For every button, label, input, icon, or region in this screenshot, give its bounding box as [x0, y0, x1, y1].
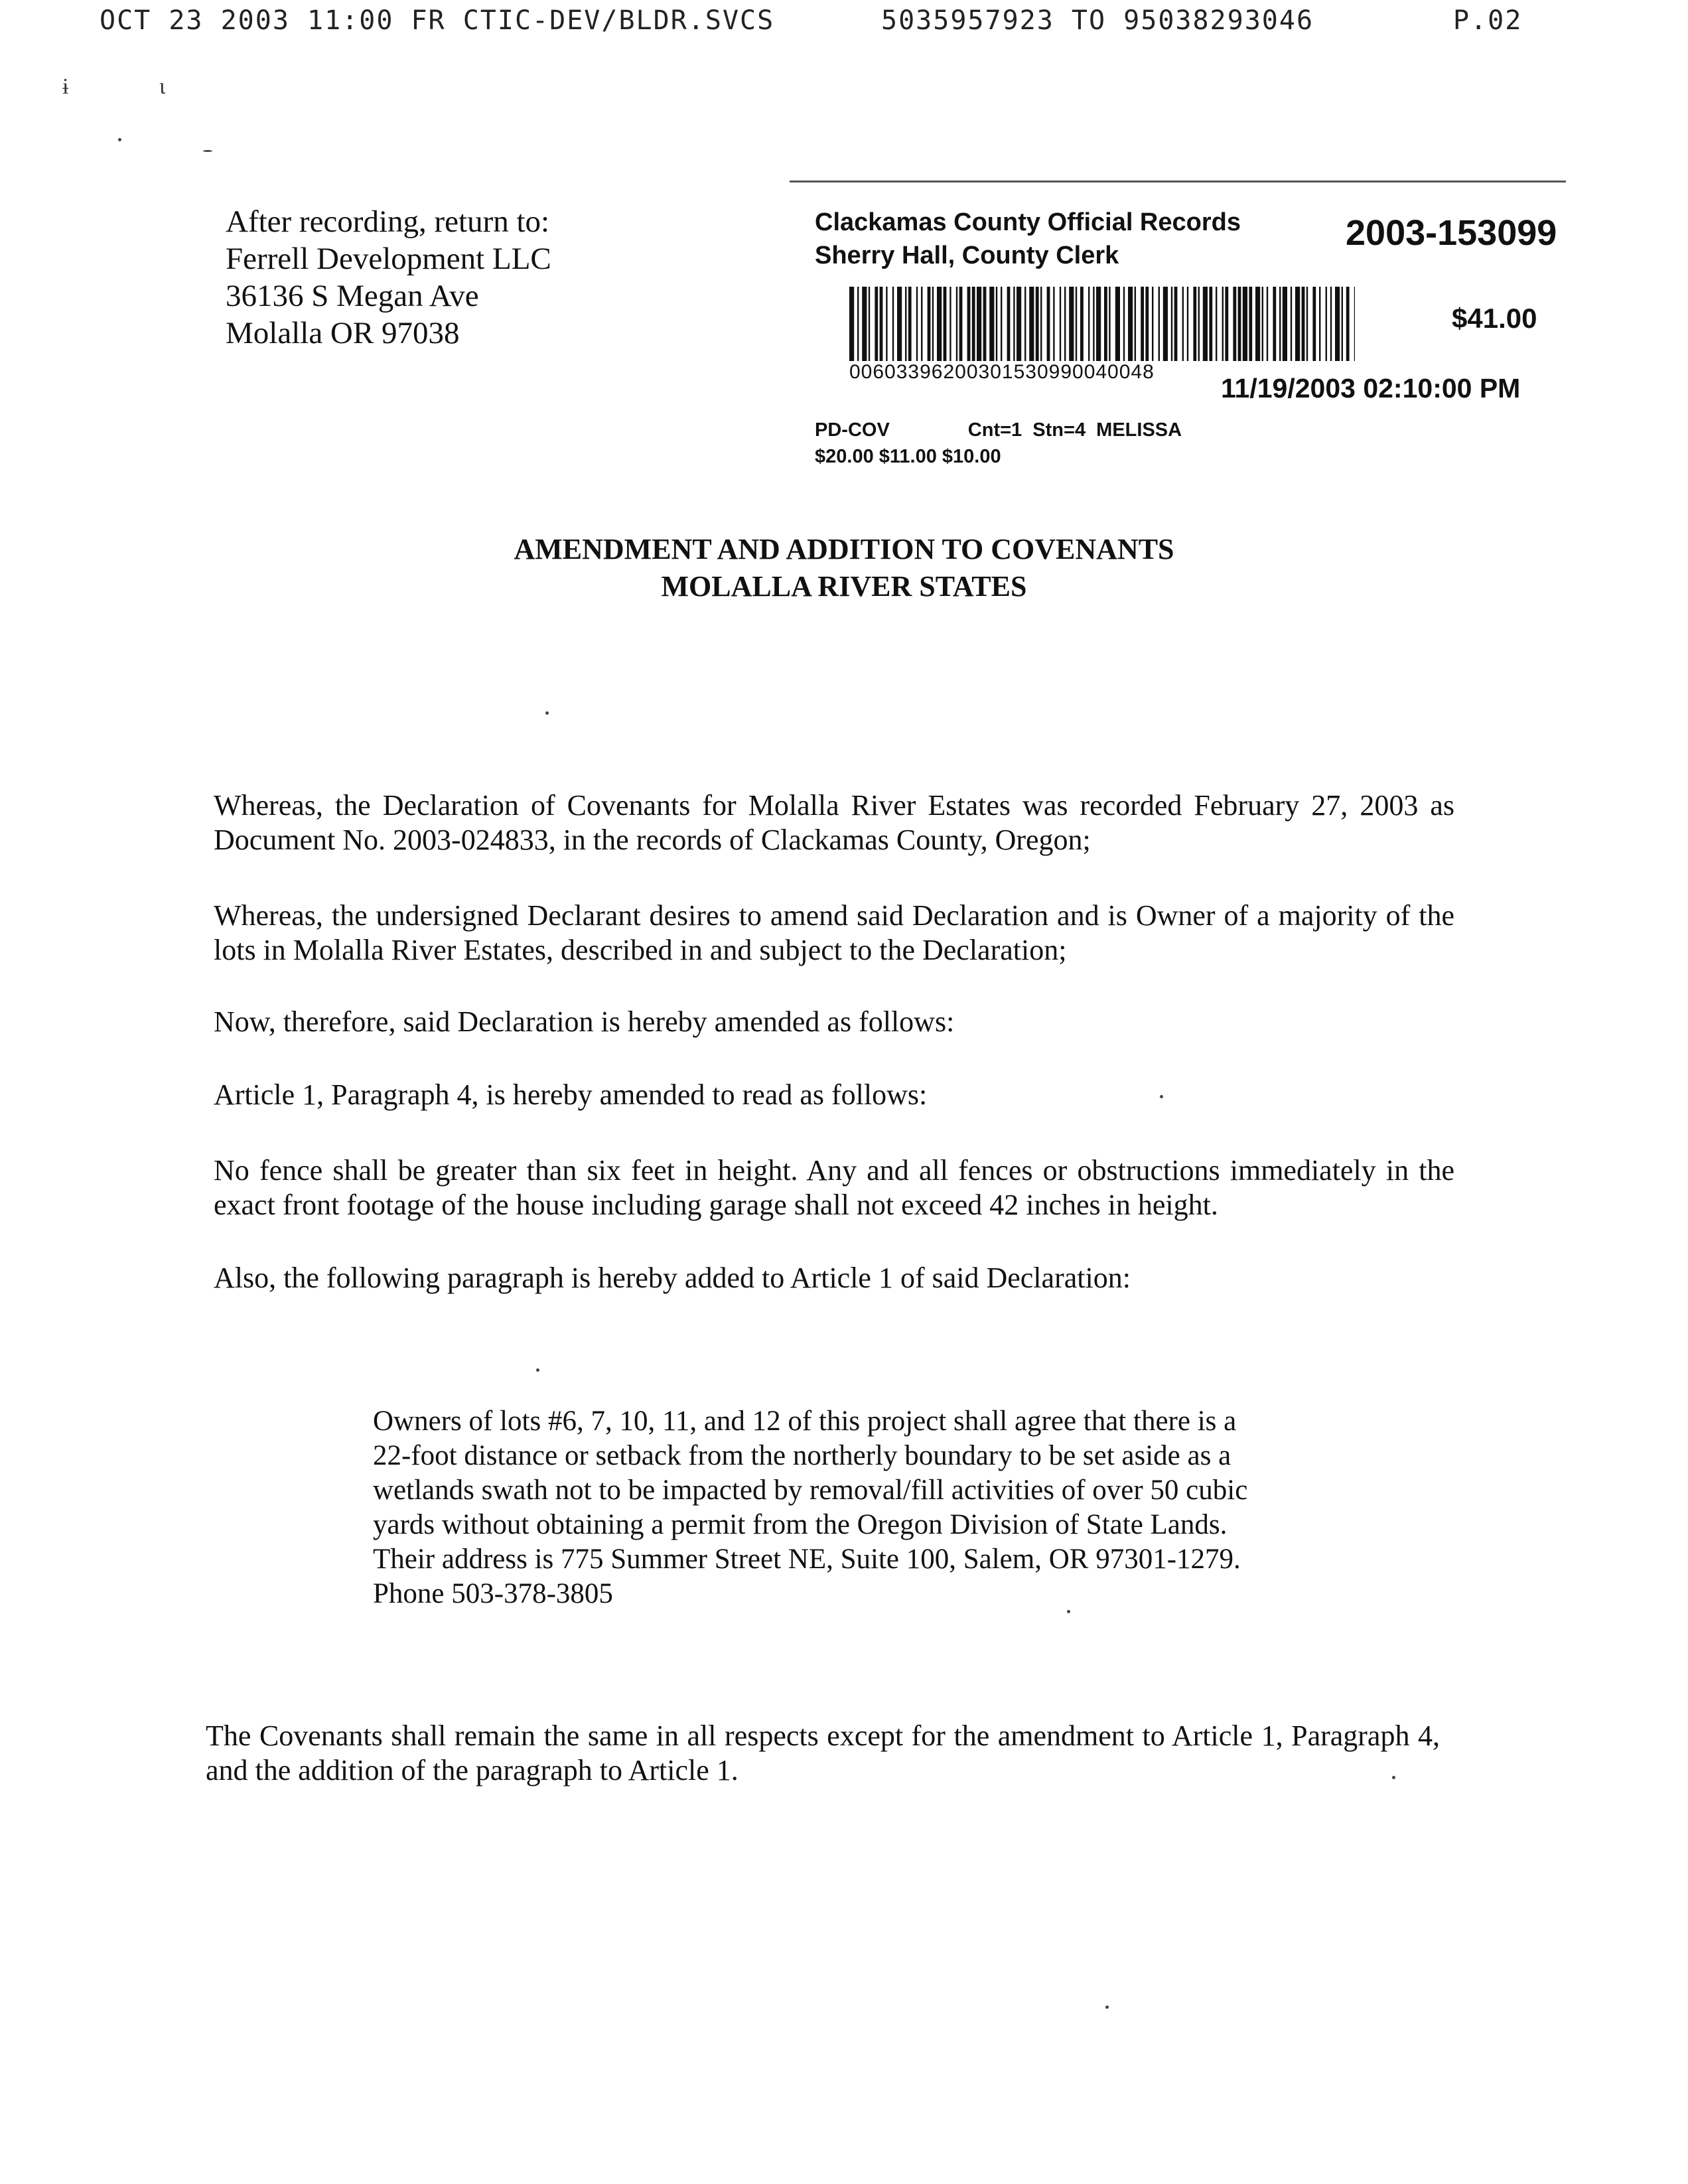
return-city: Molalla OR 97038 [226, 316, 460, 350]
barcode-bar [892, 287, 894, 361]
barcode-bar [996, 287, 997, 361]
barcode-bar [1024, 287, 1026, 361]
barcode-bar [1115, 287, 1120, 361]
scan-speck [1105, 2005, 1109, 2009]
barcode-bar [1163, 287, 1168, 361]
return-street: 36136 S Megan Ave [226, 279, 479, 313]
added-paragraph-line: Their address is 775 Summer Street NE, Suite 100, Salem, OR 97301-1279. [373, 1544, 1241, 1575]
barcode-bar [1001, 287, 1002, 361]
barcode-bar [1135, 287, 1136, 361]
barcode-bar [849, 287, 854, 361]
barcode-bar [1346, 287, 1350, 361]
barcode-bar [1354, 287, 1355, 361]
barcode-bar [1330, 287, 1332, 361]
added-paragraph-line: wetlands swath not to be impacted by removal/fill activities of over 50 cubic [373, 1475, 1248, 1506]
barcode-bar [1198, 287, 1200, 361]
type-code: PD-COV [815, 419, 890, 441]
barcode-bar [921, 287, 922, 361]
fees-breakdown: $20.00 $11.00 $10.00 [815, 446, 1001, 467]
recording-codes [815, 417, 1182, 470]
barcode-bar [1255, 287, 1260, 361]
barcode-bar [869, 287, 870, 361]
barcode-bar [1069, 287, 1074, 361]
barcode-bar [905, 287, 906, 361]
now-therefore-paragraph: Now, therefore, said Declaration is hereby amended as follows: [214, 1005, 955, 1038]
fax-header [100, 5, 1559, 127]
barcode-bar [908, 287, 912, 361]
barcode-bar [1267, 287, 1268, 361]
added-paragraph-line: Phone 503-378-3805 [373, 1578, 613, 1609]
barcode-bar [1326, 287, 1327, 361]
barcode-bar [989, 287, 994, 361]
added-paragraph-line: yards without obtaining a permit from the Oregon Division of State Lands. [373, 1509, 1228, 1540]
barcode-bar [937, 287, 942, 361]
barcode-bar [967, 287, 971, 361]
barcode-number: 00603396200301530990040048 [849, 361, 1155, 383]
barcode-bar [1222, 287, 1224, 361]
also-paragraph: Also, the following paragraph is hereby added to Article 1 of said Declaration: [214, 1262, 1131, 1294]
barcode-bar [1152, 287, 1153, 361]
barcode-bar [944, 287, 947, 361]
barcode-bar [1123, 287, 1125, 361]
barcode-bar [1013, 287, 1015, 361]
added-paragraph-line: 22-foot distance or setback from the northerly boundary to be set aside as a [373, 1440, 1231, 1471]
barcode-bar [959, 287, 963, 361]
scan-speck [1392, 1776, 1395, 1779]
closing-paragraph: The Covenants shall remain the same in all respects except for the amendment to Article 1, Paragraph 4, and the addition of the paragraph to Article 1. [206, 1719, 1440, 1786]
barcode-bar [875, 287, 878, 361]
recorded-datetime: 11/19/2003 02:10:00 PM [1221, 373, 1521, 403]
barcode-bar [1109, 287, 1110, 361]
whereas-paragraph-2: Whereas, the undersigned Declarant desires to amend said Declaration and is Owner of a majority of the lots in Molalla River Estates, described in and subject to the Declaration; [214, 899, 1454, 966]
barcode-bar [1238, 287, 1241, 361]
fax-header-page: P.02 [1453, 5, 1523, 36]
barcode-bar [886, 287, 887, 361]
barcode-bar [1036, 287, 1039, 361]
barcode-bar [1291, 287, 1292, 361]
scan-speck [203, 150, 212, 152]
document-number: 2003-153099 [1346, 213, 1557, 253]
barcode-bar [928, 287, 931, 361]
recording-office-name: Clackamas County Official Records [815, 208, 1241, 236]
barcode-bar [1040, 287, 1042, 361]
barcode-bar [1174, 287, 1178, 361]
barcode-bar [1141, 287, 1144, 361]
scan-speck [536, 1368, 539, 1372]
barcode-bar [1203, 287, 1208, 361]
barcode-bar [1249, 287, 1252, 361]
barcode-bar [1262, 287, 1263, 361]
barcode-bar [1159, 287, 1160, 361]
barcode-bar [1306, 287, 1308, 361]
count-station: Cnt=1 Stn=4 MELISSA [967, 419, 1182, 441]
barcode-bar [1295, 287, 1300, 361]
whereas-paragraph-1: Whereas, the Declaration of Covenants for Molalla River Estates was recorded February 27, 2003 as Document No. 2003-024833, in the records of Clackamas County, Oregon; [214, 789, 1454, 856]
barcode-bar [1093, 287, 1094, 361]
return-label: After recording, return to: [226, 204, 550, 239]
recording-stamp-rule [790, 181, 1566, 182]
barcode [849, 287, 1355, 361]
scan-speck [118, 138, 121, 141]
return-address-block [226, 203, 551, 352]
barcode-bar [897, 287, 902, 361]
barcode-bar [1076, 287, 1077, 361]
recording-office [815, 206, 1241, 272]
barcode-bar [1335, 287, 1340, 361]
barcode-bar [1096, 287, 1101, 361]
scan-speck [1160, 1095, 1163, 1098]
barcode-bar [1342, 287, 1343, 361]
barcode-bar [983, 287, 987, 361]
barcode-bar [857, 287, 859, 361]
article-heading: Article 1, Paragraph 4, is hereby amended to read as follows: [214, 1078, 928, 1111]
scan-speck: ɩ [159, 74, 166, 99]
barcode-bar [1104, 287, 1107, 361]
barcode-bar [1080, 287, 1084, 361]
barcode-bar [1017, 287, 1021, 361]
barcode-bar [1209, 287, 1212, 361]
barcode-bar [1171, 287, 1172, 361]
barcode-bar [916, 287, 918, 361]
barcode-bar [1302, 287, 1305, 361]
barcode-bar [1216, 287, 1217, 361]
barcode-bar [1279, 287, 1281, 361]
scan-speck [1067, 1610, 1070, 1613]
barcode-bar [1007, 287, 1011, 361]
barcode-bar [1312, 287, 1316, 361]
barcode-bar [1243, 287, 1247, 361]
barcode-bar [977, 287, 981, 361]
barcode-bar [1029, 287, 1034, 361]
barcode-bar [1047, 287, 1050, 361]
barcode-bar [1233, 287, 1236, 361]
barcode-bar [1283, 287, 1287, 361]
barcode-bar [972, 287, 975, 361]
barcode-bar [862, 287, 867, 361]
barcode-bar [1128, 287, 1133, 361]
title-line-1: AMENDMENT AND ADDITION TO COVENANTS [514, 533, 1174, 565]
barcode-bar [1193, 287, 1196, 361]
barcode-bar [956, 287, 957, 361]
barcode-bar [1187, 287, 1188, 361]
title-line-2: MOLALLA RIVER STATES [661, 570, 1027, 603]
recording-fee: $41.00 [1452, 303, 1537, 334]
barcode-bar [1053, 287, 1054, 361]
barcode-bar [950, 287, 951, 361]
barcode-bar [1225, 287, 1228, 361]
recording-clerk: Sherry Hall, County Clerk [815, 242, 1119, 269]
barcode-bar [932, 287, 934, 361]
fax-header-sender: OCT 23 2003 11:00 FR CTIC-DEV/BLDR.SVCS [100, 5, 775, 36]
added-paragraph [373, 1404, 1342, 1611]
document-title [0, 531, 1688, 605]
scan-speck: ɨ [62, 74, 69, 99]
barcode-bar [880, 287, 883, 361]
barcode-bar [1145, 287, 1149, 361]
barcode-bar [1088, 287, 1090, 361]
scan-speck [545, 711, 549, 715]
barcode-bar [1064, 287, 1066, 361]
barcode-bar [1182, 287, 1184, 361]
added-paragraph-line: Owners of lots #6, 7, 10, 11, and 12 of this project shall agree that there is a [373, 1406, 1237, 1437]
barcode-bar [1273, 287, 1276, 361]
fax-header-numbers: 5035957923 TO 95038293046 [881, 5, 1314, 36]
return-name: Ferrell Development LLC [226, 242, 551, 276]
fence-rule-paragraph: No fence shall be greater than six feet in height. Any and all fences or obstructions immediately in the exact front footage of the house including garage shall not exceed 42 inches in height. [214, 1154, 1454, 1221]
barcode-bar [1319, 287, 1320, 361]
barcode-bar [1060, 287, 1061, 361]
